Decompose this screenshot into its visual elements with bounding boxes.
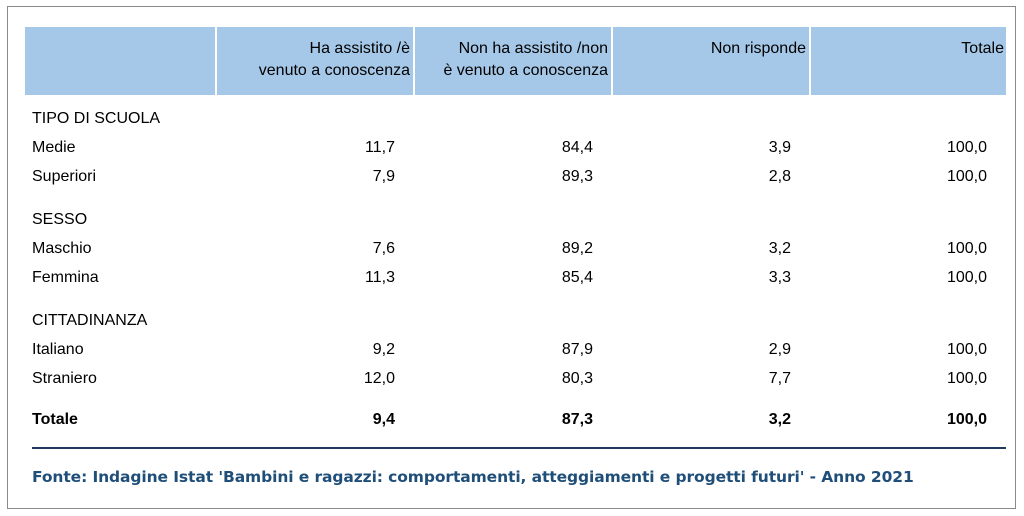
cell-value: 7,9 [372,168,395,185]
cell-value: 100,0 [946,269,987,286]
header-label-non-risponde: Non risponde [710,40,806,57]
total-cell-value: 9,4 [372,411,395,428]
header-cell-totale [811,27,1006,95]
header-label-totale: Totale [961,40,1004,57]
row-label: Medie [32,139,76,156]
cell-value: 2,9 [768,341,791,358]
header-cell-non-risponde [613,27,809,95]
cell-value: 100,0 [946,370,987,387]
cell-value: 100,0 [946,168,987,185]
cell-value: 7,6 [372,240,395,257]
row-label: Femmina [32,269,99,286]
cell-value: 100,0 [946,139,987,156]
total-cell-value: 87,3 [561,411,593,428]
cell-value: 11,3 [365,269,395,286]
total-cell-value: 3,2 [768,411,791,428]
cell-value: 3,3 [768,269,791,286]
total-cell-value: 100,0 [946,411,987,428]
section-title: CITTADINANZA [32,312,148,329]
row-label: Straniero [32,370,97,387]
cell-value: 87,9 [561,341,593,358]
header-label-non-assistito: Non ha assistito /non è venuto a conoscenza [443,40,608,79]
header-cell-assistito [217,27,413,95]
cell-value: 80,3 [561,370,593,387]
source-note: Fonte: Indagine Istat 'Bambini e ragazzi: comportamenti, atteggiamenti e progetti futuri' - Anno 2021 [32,468,914,486]
table-frame [7,6,1016,509]
header-cell-empty [25,27,215,95]
total-row-label: Totale [32,411,78,428]
bottom-rule [32,447,1006,449]
section-title: SESSO [32,211,88,228]
cell-value: 3,9 [768,139,791,156]
section-title: TIPO DI SCUOLA [32,110,161,127]
header-cell-non-assistito [415,27,611,95]
cell-value: 7,7 [768,370,791,387]
row-label: Maschio [32,240,92,257]
cell-value: 3,2 [768,240,791,257]
cell-value: 85,4 [561,269,593,286]
row-label: Superiori [32,168,97,185]
row-label: Italiano [32,341,84,358]
cell-value: 100,0 [946,341,987,358]
cell-value: 84,4 [561,139,593,156]
cell-value: 100,0 [946,240,987,257]
header-label-assistito: Ha assistito /è venuto a conoscenza [258,40,410,79]
cell-value: 2,8 [768,168,791,185]
cell-value: 89,2 [561,240,593,257]
cell-value: 9,2 [372,341,395,358]
cell-value: 12,0 [363,370,395,387]
cell-value: 11,7 [365,139,395,156]
cell-value: 89,3 [561,168,593,185]
